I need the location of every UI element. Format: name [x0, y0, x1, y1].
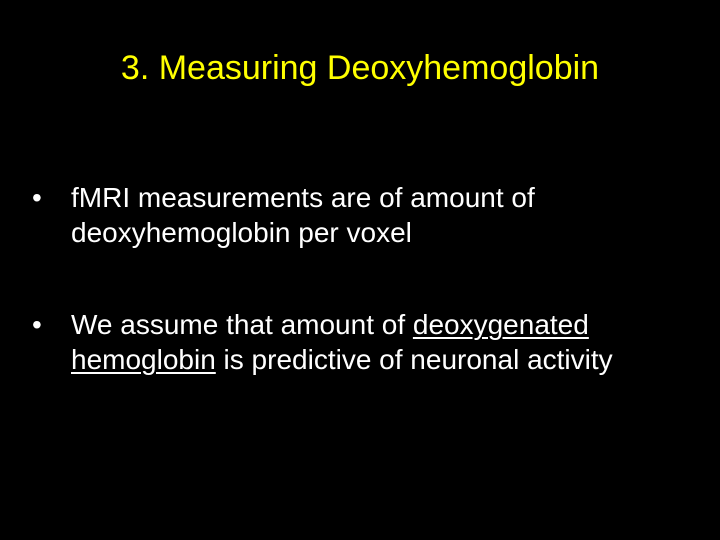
- bullet-item-assumption: [32, 307, 692, 377]
- bullet-marker: •: [32, 309, 42, 340]
- bullet-text: fMRI measurements are of amount of deoxyhemoglobin per voxel: [71, 182, 535, 248]
- bullet-text-part2: is predictive of neuronal activity: [215, 344, 613, 375]
- bullet-text-part1: We assume that amount of: [71, 309, 413, 340]
- bullet-marker: •: [32, 182, 42, 213]
- bullet-item-fmri: [32, 180, 692, 250]
- slide-title: 3. Measuring Deoxyhemoglobin: [120, 49, 600, 87]
- bullet-list: [32, 180, 692, 377]
- underlined-term: deoxygenated hemoglobin: [71, 309, 589, 375]
